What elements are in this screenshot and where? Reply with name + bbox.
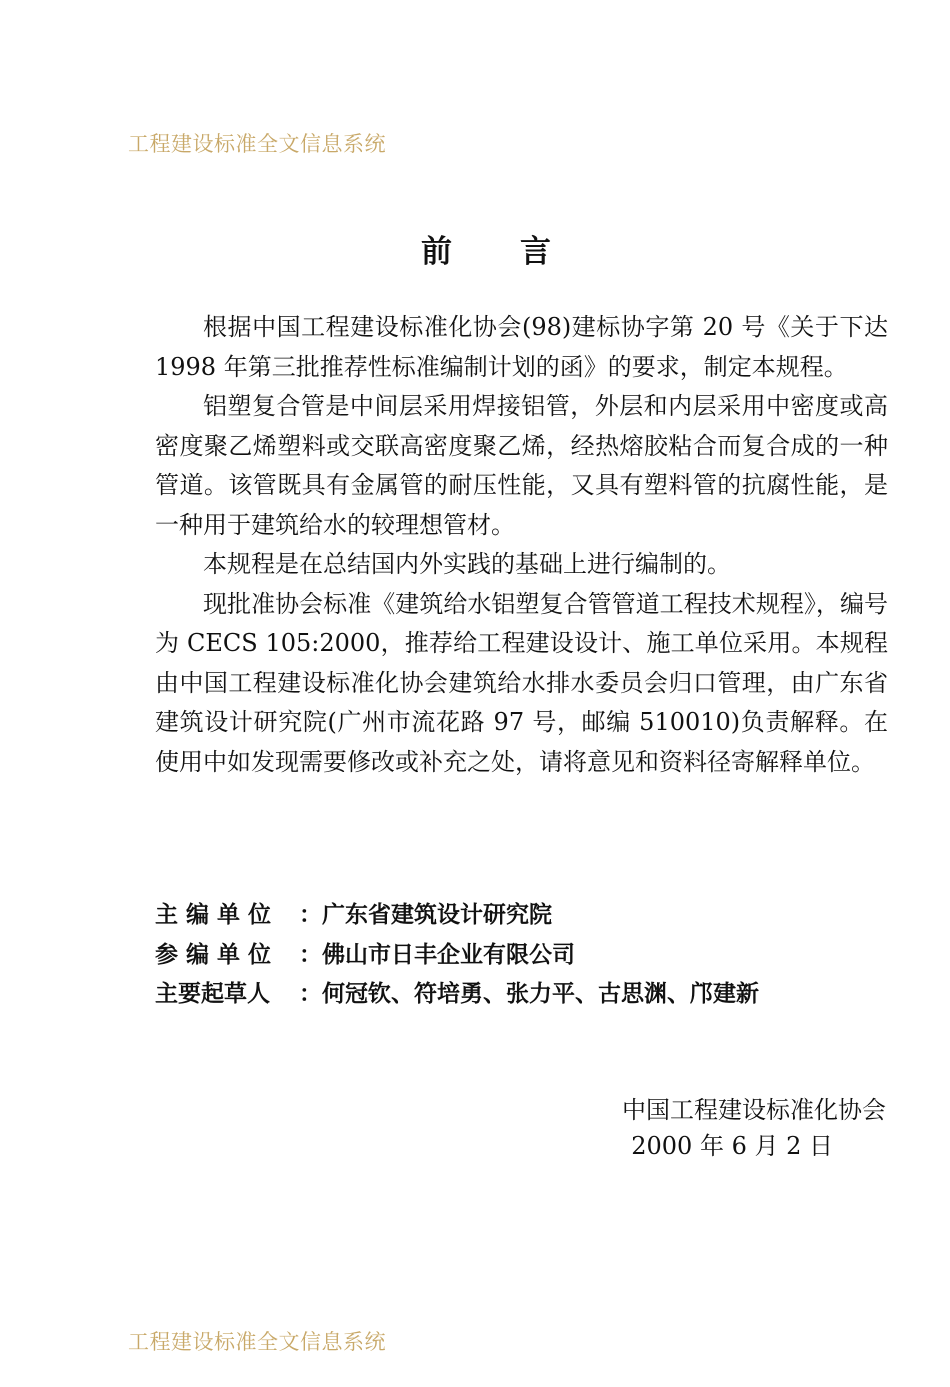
credit-chief-editor <box>155 896 759 936</box>
paragraph-3: 本规程是在总结国内外实践的基础上进行编制的。 <box>203 550 731 578</box>
credit-separator: ： <box>299 902 322 928</box>
signature-date: 2000 年 6 月 2 日 <box>631 1132 833 1160</box>
credits-block <box>155 896 759 1015</box>
preface-body <box>155 308 888 782</box>
credit-separator: ： <box>299 941 322 968</box>
credit-label: 主要起草人 <box>155 981 270 1007</box>
watermark-top: 工程建设标准全文信息系统 <box>128 132 386 156</box>
credit-label: 主 编 单 位 <box>155 902 272 928</box>
credit-main-drafters <box>155 975 759 1015</box>
paragraph-2: 铝塑复合管是中间层采用焊接铝管，外层和内层采用中密度或高密度聚乙烯塑料或交联高密度聚乙烯，经热熔胶粘合而复合成的一种管道。该管既具有金属管的耐压性能，又具有塑料管的抗腐性能，是一种用于建筑给水的较理想管材。 <box>155 392 888 539</box>
signature-block <box>622 1092 886 1164</box>
signature-organization: 中国工程建设标准化协会 <box>622 1096 886 1124</box>
credit-separator: ： <box>299 981 322 1007</box>
watermark-bottom: 工程建设标准全文信息系统 <box>128 1330 386 1354</box>
credit-value: 何冠钦、符培勇、张力平、古思渊、邝建新 <box>322 981 759 1007</box>
paragraph-1: 根据中国工程建设标准化协会(98)建标协字第 20 号《关于下达 1998 年第三批推荐性标准编制计划的函》的要求，制定本规程。 <box>155 313 888 381</box>
credit-value: 佛山市日丰企业有限公司 <box>322 941 575 968</box>
page-title: 前言 <box>421 234 619 270</box>
credit-label: 参 编 单 位 <box>155 941 272 968</box>
paragraph-4: 现批准协会标准《建筑给水铝塑复合管管道工程技术规程》，编号为 CECS 105:2000，推荐给工程建设设计、施工单位采用。本规程由中国工程建设标准化协会建筑给水排水委员会归口管理，由广东省建筑设计研究院(广州市流花路 97 号，邮编 510010)负责解释。在使用中如发现需要修改或补充之处，请将意见和资料径寄解释单位。 <box>155 589 888 776</box>
credit-value: 广东省建筑设计研究院 <box>322 902 552 928</box>
credit-participating-editor <box>155 936 759 976</box>
